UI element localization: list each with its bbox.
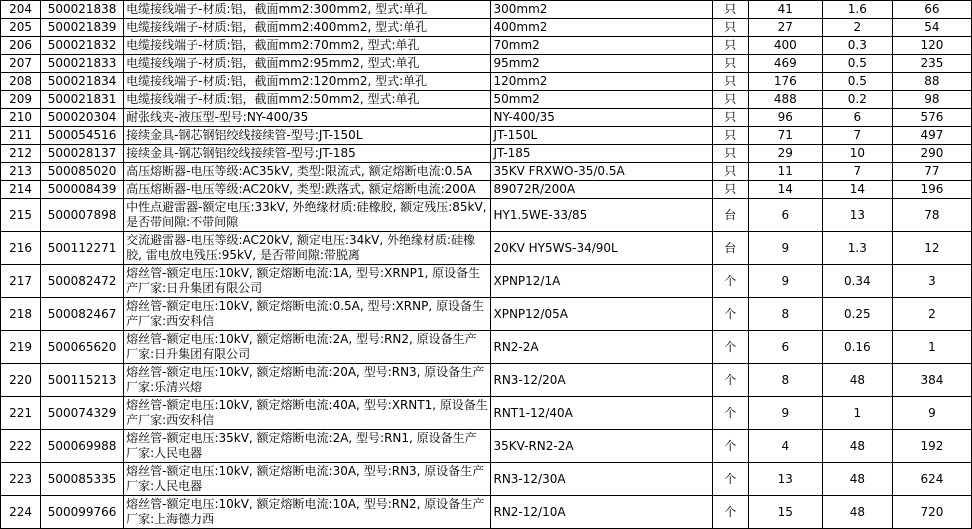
cell-price: 0.25 [822,298,892,331]
cell-material-code: 500021831 [41,91,124,109]
cell-price: 0.5 [822,73,892,91]
cell-index: 207 [1,55,41,73]
cell-spec: RN3-12/30A [491,463,712,496]
cell-quantity: 14 [748,181,822,199]
cell-quantity: 11 [748,163,822,181]
cell-material-code: 500082472 [41,265,124,298]
cell-material-code: 500054516 [41,127,124,145]
cell-index: 214 [1,181,41,199]
cell-index: 221 [1,397,41,430]
cell-spec: 300mm2 [491,1,712,19]
cell-price: 7 [822,127,892,145]
cell-quantity: 41 [748,1,822,19]
table-row [1,19,972,37]
cell-description: 接续金具-钢芯钢铝绞线接续管-型号:JT-150L [124,127,491,145]
cell-amount: 12 [892,232,971,265]
table-row [1,232,972,265]
cell-quantity: 4 [748,430,822,463]
cell-amount: 196 [892,181,971,199]
cell-price: 1 [822,397,892,430]
cell-amount: 120 [892,37,971,55]
cell-unit: 只 [712,37,748,55]
cell-index: 215 [1,199,41,232]
cell-description: 高压熔断器-电压等级:AC35kV, 类型:限流式, 额定熔断电流:0.5A [124,163,491,181]
cell-material-code: 500085020 [41,163,124,181]
cell-spec: 35KV-RN2-2A [491,430,712,463]
cell-index: 217 [1,265,41,298]
cell-quantity: 96 [748,109,822,127]
cell-spec: JT-150L [491,127,712,145]
cell-quantity: 6 [748,199,822,232]
cell-unit: 台 [712,232,748,265]
cell-price: 48 [822,463,892,496]
cell-spec: 120mm2 [491,73,712,91]
cell-unit: 个 [712,364,748,397]
cell-material-code: 500028137 [41,145,124,163]
cell-description: 电缆接线端子-材质:铝，截面mm2:50mm2, 型式:单孔 [124,91,491,109]
table-row [1,109,972,127]
cell-material-code: 500007898 [41,199,124,232]
cell-price: 0.2 [822,91,892,109]
cell-price: 2 [822,19,892,37]
table-row [1,145,972,163]
cell-amount: 77 [892,163,971,181]
cell-price: 0.3 [822,37,892,55]
cell-index: 218 [1,298,41,331]
cell-amount: 192 [892,430,971,463]
cell-price: 48 [822,364,892,397]
cell-price: 48 [822,496,892,529]
cell-unit: 个 [712,463,748,496]
cell-spec: RN2-2A [491,331,712,364]
cell-unit: 只 [712,145,748,163]
cell-unit: 台 [712,199,748,232]
cell-description: 熔丝管-额定电压:35kV, 额定熔断电流:2A, 型号:RN1, 原设备生产厂家:人民电器 [124,430,491,463]
cell-price: 14 [822,181,892,199]
cell-unit: 个 [712,397,748,430]
cell-unit: 只 [712,91,748,109]
cell-description: 中性点避雷器-额定电压:33kV, 外绝缘材质:硅橡胶, 额定残压:85kV, 是否带间隙:不带间隙 [124,199,491,232]
cell-spec: XPNP12/1A [491,265,712,298]
cell-spec: 400mm2 [491,19,712,37]
table-row [1,163,972,181]
table-row [1,1,972,19]
cell-spec: JT-185 [491,145,712,163]
cell-spec: 70mm2 [491,37,712,55]
cell-material-code: 500099766 [41,496,124,529]
cell-quantity: 15 [748,496,822,529]
cell-spec: 20KV HY5WS-34/90L [491,232,712,265]
cell-unit: 个 [712,496,748,529]
table-row [1,199,972,232]
cell-amount: 78 [892,199,971,232]
cell-index: 219 [1,331,41,364]
cell-spec: 89072R/200A [491,181,712,199]
cell-description: 电缆接线端子-材质:铝，截面mm2:400mm2, 型式:单孔 [124,19,491,37]
cell-index: 208 [1,73,41,91]
cell-price: 6 [822,109,892,127]
table-row [1,265,972,298]
cell-description: 熔丝管-额定电压:10kV, 额定熔断电流:1A, 型号:XRNP1, 原设备生产厂家:日升集团有限公司 [124,265,491,298]
cell-quantity: 8 [748,298,822,331]
cell-spec: RN2-12/10A [491,496,712,529]
cell-spec: 50mm2 [491,91,712,109]
table-row [1,127,972,145]
cell-material-code: 500085335 [41,463,124,496]
cell-amount: 384 [892,364,971,397]
cell-material-code: 500115213 [41,364,124,397]
cell-material-code: 500021832 [41,37,124,55]
table-row [1,55,972,73]
cell-unit: 个 [712,298,748,331]
cell-index: 212 [1,145,41,163]
table-body [1,1,972,529]
cell-price: 0.5 [822,55,892,73]
cell-spec: NY-400/35 [491,109,712,127]
cell-index: 223 [1,463,41,496]
cell-unit: 个 [712,331,748,364]
cell-description: 电缆接线端子-材质:铝，截面mm2:95mm2, 型式:单孔 [124,55,491,73]
cell-unit: 个 [712,265,748,298]
cell-index: 206 [1,37,41,55]
cell-description: 电缆接线端子-材质:铝，截面mm2:300mm2, 型式:单孔 [124,1,491,19]
cell-index: 216 [1,232,41,265]
cell-unit: 只 [712,19,748,37]
cell-spec: 35KV FRXWO-35/0.5A [491,163,712,181]
cell-description: 电缆接线端子-材质:铝，截面mm2:120mm2, 型式:单孔 [124,73,491,91]
cell-material-code: 500021839 [41,19,124,37]
cell-description: 熔丝管-额定电压:10kV, 额定熔断电流:10A, 型号:RN2, 原设备生产厂家:上海德力西 [124,496,491,529]
cell-material-code: 500008439 [41,181,124,199]
cell-amount: 497 [892,127,971,145]
cell-description: 交流避雷器-电压等级:AC20kV, 额定电压:34kV, 外绝缘材质:硅橡胶, 雷电放电残压:95kV, 是否带间隙:带脱离 [124,232,491,265]
cell-index: 209 [1,91,41,109]
cell-unit: 只 [712,109,748,127]
cell-price: 7 [822,163,892,181]
cell-description: 熔丝管-额定电压:10kV, 额定熔断电流:2A, 型号:RN2, 原设备生产厂家:日升集团有限公司 [124,331,491,364]
cell-description: 熔丝管-额定电压:10kV, 额定熔断电流:20A, 型号:RN3, 原设备生产厂家:乐清兴熔 [124,364,491,397]
table-row [1,496,972,529]
cell-amount: 54 [892,19,971,37]
cell-amount: 98 [892,91,971,109]
cell-description: 接续金具-钢芯钢铝绞线接续管-型号:JT-185 [124,145,491,163]
cell-price: 0.34 [822,265,892,298]
table-row [1,298,972,331]
cell-description: 熔丝管-额定电压:10kV, 额定熔断电流:30A, 型号:RN3, 原设备生产厂家:人民电器 [124,463,491,496]
cell-unit: 只 [712,1,748,19]
cell-spec: RN3-12/20A [491,364,712,397]
cell-amount: 290 [892,145,971,163]
cell-price: 1.6 [822,1,892,19]
cell-quantity: 9 [748,232,822,265]
cell-material-code: 500112271 [41,232,124,265]
cell-price: 10 [822,145,892,163]
cell-spec: RNT1-12/40A [491,397,712,430]
cell-spec: XPNP12/05A [491,298,712,331]
cell-quantity: 8 [748,364,822,397]
cell-price: 1.3 [822,232,892,265]
table-row [1,364,972,397]
cell-index: 224 [1,496,41,529]
table-row [1,91,972,109]
table-row [1,73,972,91]
cell-material-code: 500069988 [41,430,124,463]
cell-amount: 88 [892,73,971,91]
cell-quantity: 9 [748,397,822,430]
cell-quantity: 13 [748,463,822,496]
cell-price: 0.16 [822,331,892,364]
cell-amount: 66 [892,1,971,19]
cell-unit: 只 [712,127,748,145]
cell-quantity: 469 [748,55,822,73]
cell-quantity: 488 [748,91,822,109]
cell-index: 220 [1,364,41,397]
cell-spec: 95mm2 [491,55,712,73]
cell-material-code: 500021838 [41,1,124,19]
cell-amount: 9 [892,397,971,430]
cell-material-code: 500020304 [41,109,124,127]
table-row [1,37,972,55]
cell-amount: 3 [892,265,971,298]
cell-quantity: 6 [748,331,822,364]
cell-description: 熔丝管-额定电压:10kV, 额定熔断电流:0.5A, 型号:XRNP, 原设备生产厂家:西安科信 [124,298,491,331]
cell-description: 电缆接线端子-材质:铝，截面mm2:70mm2, 型式:单孔 [124,37,491,55]
table-row [1,397,972,430]
cell-material-code: 500074329 [41,397,124,430]
cell-amount: 576 [892,109,971,127]
cell-amount: 720 [892,496,971,529]
cell-price: 48 [822,430,892,463]
cell-description: 耐张线夹-液压型-型号:NY-400/35 [124,109,491,127]
cell-unit: 只 [712,181,748,199]
cell-amount: 2 [892,298,971,331]
table-row [1,463,972,496]
cell-index: 210 [1,109,41,127]
cell-amount: 1 [892,331,971,364]
cell-amount: 624 [892,463,971,496]
cell-material-code: 500021834 [41,73,124,91]
cell-material-code: 500065620 [41,331,124,364]
cell-index: 204 [1,1,41,19]
cell-description: 高压熔断器-电压等级:AC20kV, 类型:跌落式, 额定熔断电流:200A [124,181,491,199]
table-row [1,181,972,199]
cell-unit: 只 [712,163,748,181]
cell-description: 熔丝管-额定电压:10kV, 额定熔断电流:40A, 型号:XRNT1, 原设备生产厂家:西安科信 [124,397,491,430]
cell-quantity: 176 [748,73,822,91]
cell-material-code: 500021833 [41,55,124,73]
cell-quantity: 9 [748,265,822,298]
cell-unit: 只 [712,55,748,73]
cell-index: 205 [1,19,41,37]
cell-unit: 个 [712,430,748,463]
cell-index: 213 [1,163,41,181]
table-row [1,430,972,463]
cell-spec: HY1.5WE-33/85 [491,199,712,232]
cell-quantity: 400 [748,37,822,55]
cell-index: 211 [1,127,41,145]
table-row [1,331,972,364]
cell-quantity: 27 [748,19,822,37]
cell-quantity: 71 [748,127,822,145]
cell-material-code: 500082467 [41,298,124,331]
cell-quantity: 29 [748,145,822,163]
cell-price: 13 [822,199,892,232]
cell-unit: 只 [712,73,748,91]
cell-index: 222 [1,430,41,463]
cell-amount: 235 [892,55,971,73]
